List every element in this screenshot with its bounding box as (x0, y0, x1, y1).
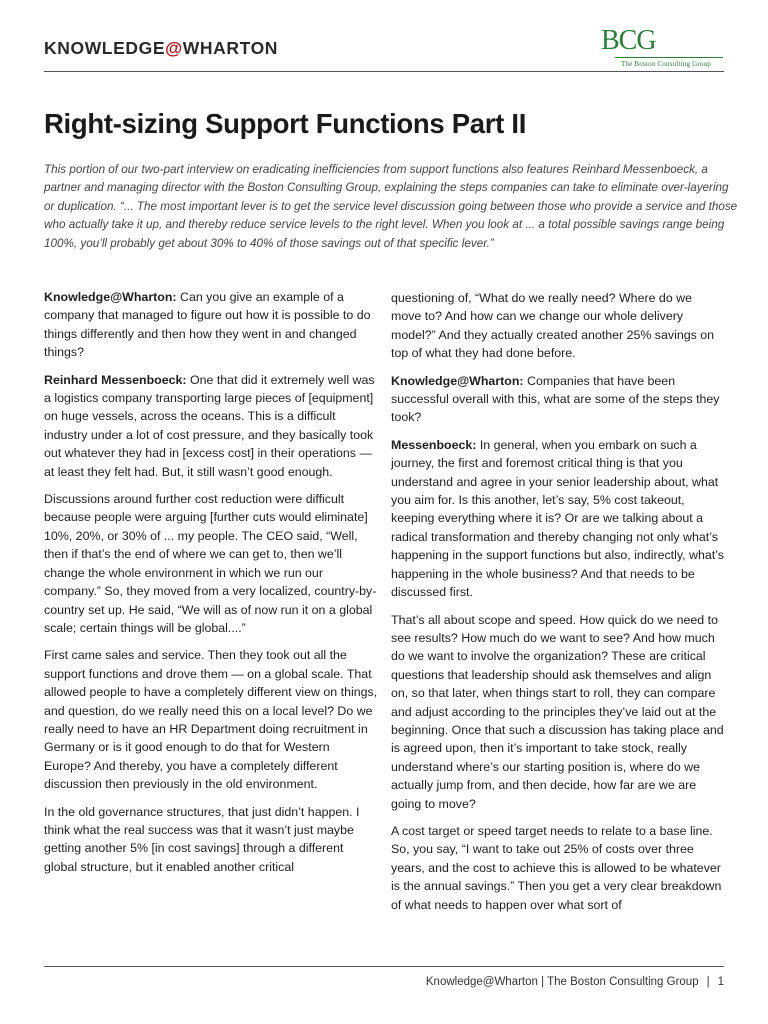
paragraph-text: questioning of, “What do we really need? Where do we move to? And how can we change our whole delivery model?” And they actually created another 25% savings on top of what they had done before. (391, 291, 715, 361)
article-title: Right-sizing Support Functions Part II (44, 108, 527, 139)
bcg-logo-subtitle: The Boston Consulting Group (621, 60, 711, 68)
bcg-logo (601, 25, 723, 68)
paragraph (391, 436, 725, 602)
header-divider (44, 71, 724, 72)
paragraph-text: Companies that have been successful overall with this, what are some of the steps they took? (391, 373, 720, 425)
speaker-label: Knowledge@Wharton: (44, 290, 177, 304)
paragraph-text: In general, when you embark on such a journey, the first and foremost critical thing is that you understand and agree in your senior leadership about, what you aim for. Is this another, let’s say, 5% cost takeout, keeping everything where it is? Or are we talking about a radical transformation and thereby changing not only what’s happening in the support functions but also, indirectly, what’s happening in the whole business? And that needs to be discussed first. (391, 437, 724, 600)
paragraph-text: Discussions around further cost reduction were difficult because people were arguing [further cuts would eliminate] 10%, 20%, or 30% of ... my people. The CEO said, “Well, then if that’s the end of where we can get to, then we’ll change the whole environment in which we run our company.” So, they moved from a very localized, country-by-country set up. He said, “We will as of now run it on a global scale; certain things will be global....” (44, 492, 377, 635)
paragraph (391, 289, 725, 363)
footer-divider (44, 966, 724, 967)
masthead-at-symbol: @ (165, 38, 183, 58)
bcg-logo-mark: BCG (601, 25, 656, 56)
paragraph-text: That’s all about scope and speed. How quick do we need to see results? How much do we want to see? And how much do we want to involve the organization? These are critical questions that leadership should ask themselves and align on, so that later, when things start to roll, they can compare and adjust according to the principles they’ve laid out at the beginning. Once that such a discussion has taking place and is agreed upon, then it’s important to take stock, really understand where’s our starting position is, where do we actually jump from, and then decide, how far are we are going to move? (391, 612, 724, 811)
left-column (44, 288, 378, 885)
paragraph (44, 803, 378, 877)
article-intro: This portion of our two-part interview on eradicating inefficiencies from support functions also features Reinhard Messenboeck, a partner and managing director with the Boston Consulting Group, explaining the steps companies can take to eliminate over-layering or duplication. “... The most important lever is to get the service level discussion going between those who provide a service and those who actually take it up, and thereby reduce service levels to the right level. When you look at ... a total possible savings range being 100%, you’ll probably get about 30% to 40% of those savings out of that specific lever.” (44, 163, 738, 250)
paragraph (44, 490, 378, 637)
paragraph (391, 372, 725, 427)
paragraph-text: In the old governance structures, that just didn’t happen. I think what the real success was that it wasn’t just maybe getting another 5% [in cost savings] through a different global structure, but it enabled another critical (44, 804, 360, 874)
paragraph (44, 288, 378, 362)
speaker-label: Reinhard Messenboeck: (44, 372, 187, 387)
paragraph (44, 371, 378, 481)
paragraph (391, 611, 725, 813)
footer-separator: | (706, 976, 710, 988)
speaker-label: Messenboeck: (391, 437, 477, 452)
bcg-logo-rule (615, 57, 723, 58)
paragraph-text: A cost target or speed target needs to relate to a base line. So, you say, “I want to take out 25% of costs over three years, and the cost to achieve this is allowed to be whatever is the annual savings.” Then you get a very clear breakdown of what needs to happen over what sort of (391, 823, 722, 912)
page-number: 1 (717, 976, 724, 988)
paragraph-text: Can you give an example of a company that managed to figure out how it is possible to do things differently and then how they went in and changed things? (44, 290, 371, 360)
right-column (391, 289, 725, 923)
masthead-logo (44, 38, 278, 59)
footer-source: Knowledge@Wharton | The Boston Consulting Group (425, 976, 699, 988)
masthead-knowledge: KNOWLEDGE (44, 38, 166, 58)
paragraph-text: First came sales and service. Then they took out all the support functions and drove them — on a global scale. That allowed people to have a completely different view on things, and question, do we really need this on a local level? Do we really need to have an HR Department doing recruitment in Germany or is it good enough to do that for Western Europe? And thereby, you have a completely different discussion then previously in the old environment. (44, 648, 378, 792)
page-footer (426, 976, 724, 988)
masthead-wharton: WHARTON (182, 38, 279, 58)
paragraph (391, 822, 725, 914)
paragraph-text: One that did it extremely well was a logistics company transporting large pieces of [equipment] on huge vessels, across the oceans. This is a difficult industry under a lot of cost pressure, and they basically took out whatever they had in [excess cost] in their operations — at least they felt had. But, it still wasn’t good enough. (44, 372, 375, 479)
speaker-label: Knowledge@Wharton: (391, 373, 524, 388)
paragraph (44, 646, 378, 793)
